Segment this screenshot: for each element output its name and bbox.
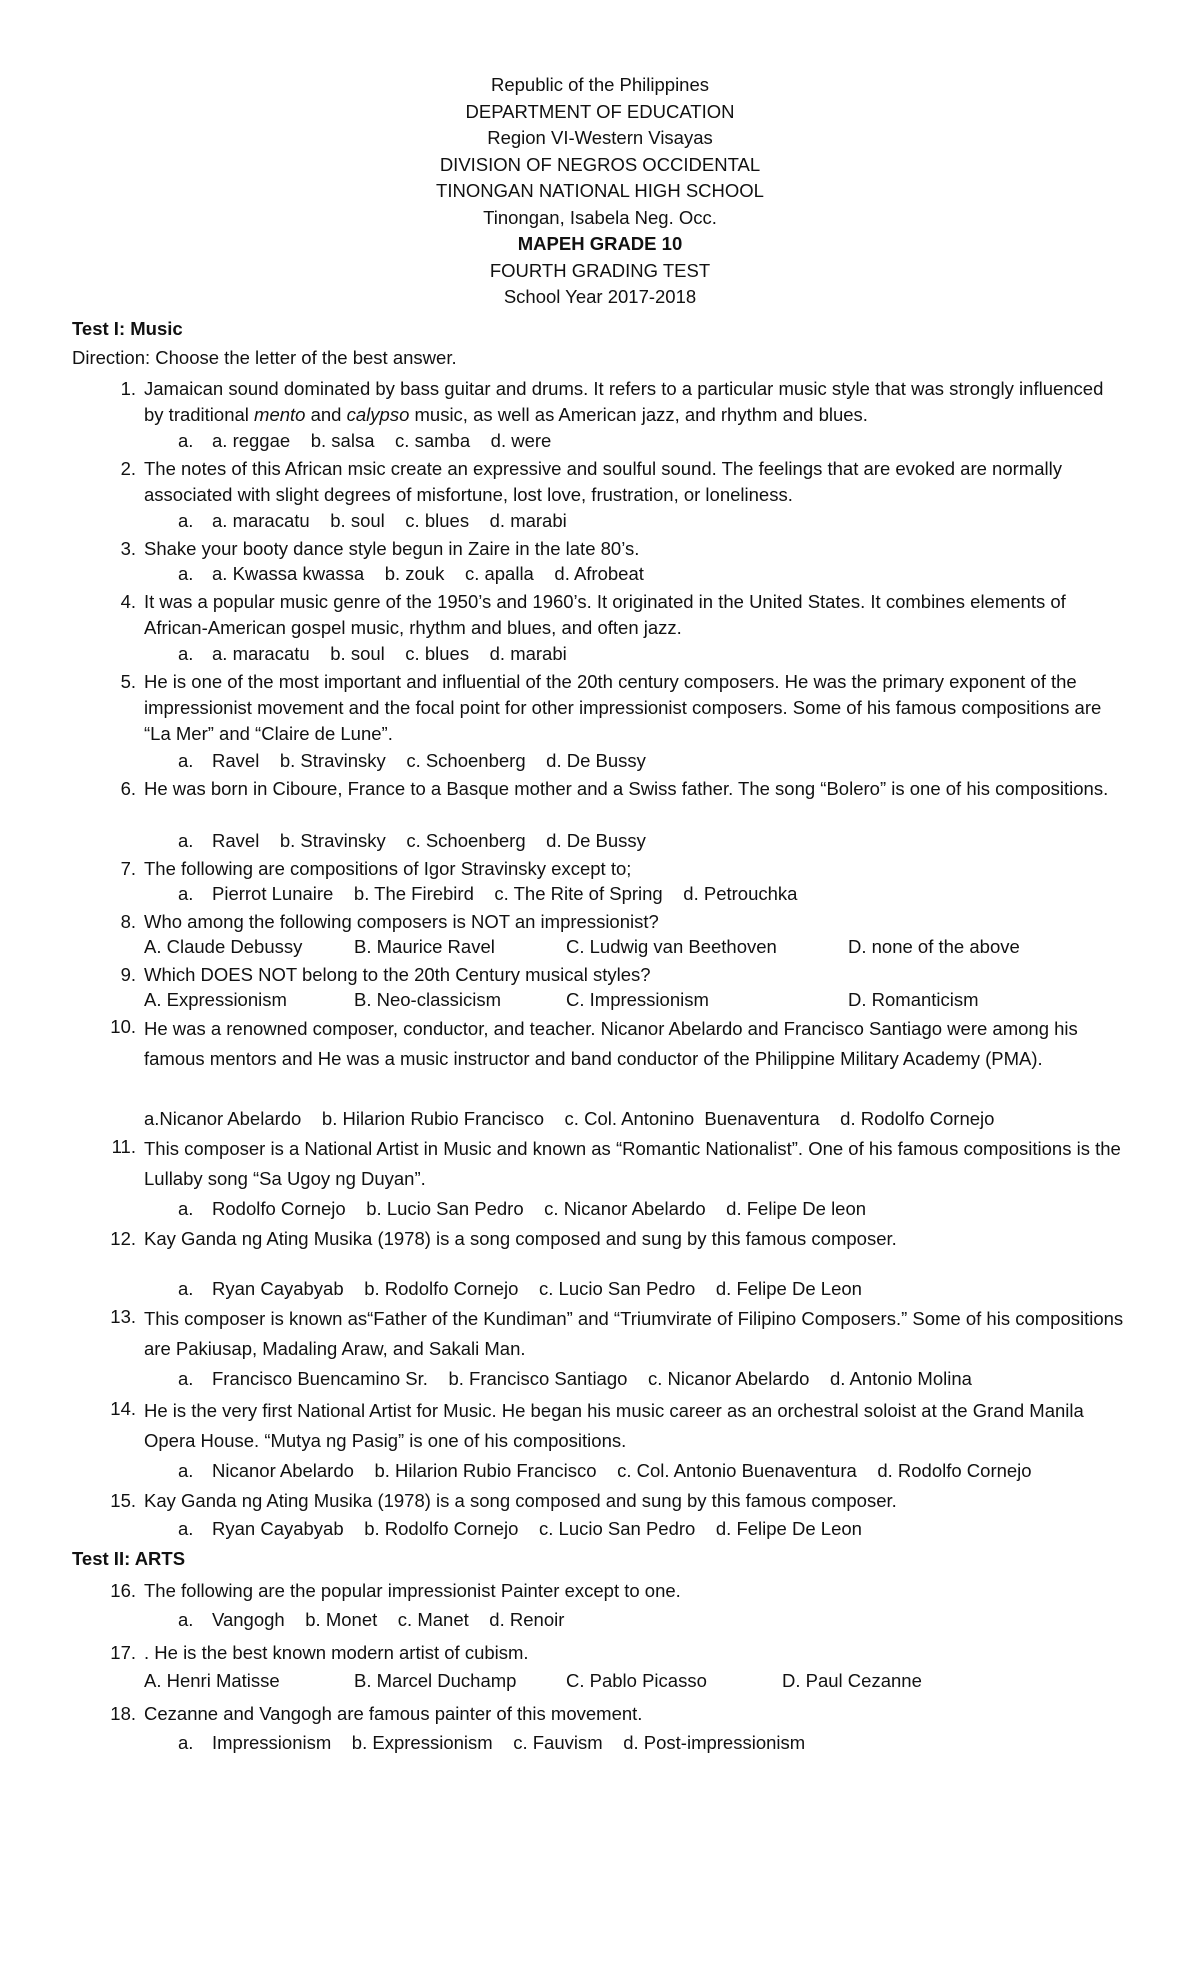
- option-letter: a.: [178, 1732, 194, 1753]
- option-d: D. Paul Cezanne: [782, 1670, 922, 1691]
- question-text: The following are the popular impressionist Painter except to one.: [144, 1580, 681, 1601]
- option-a: A. Claude Debussy: [144, 936, 303, 957]
- option-d: D. Romanticism: [848, 989, 979, 1010]
- option-letter: a.: [178, 1198, 194, 1219]
- question-7-options: [178, 883, 797, 905]
- question-number: 5.: [120, 671, 136, 692]
- question-number: 13.: [110, 1306, 136, 1327]
- option-b: B. Maurice Ravel: [354, 936, 495, 957]
- question-text: Kay Ganda ng Ating Musika (1978) is a song composed and sung by this famous composer.: [144, 1228, 897, 1249]
- option-list: a. maracatu b. soul c. blues d. marabi: [212, 643, 567, 664]
- header-test-name: FOURTH GRADING TEST: [489, 259, 711, 281]
- option-letter: a.: [178, 750, 194, 771]
- option-list: a.Nicanor Abelardo b. Hilarion Rubio Francisco c. Col. Antonino Buenaventura d. Rodolfo Cornejo: [144, 1108, 995, 1129]
- option-list: Pierrot Lunaire b. The Firebird c. The Rite of Spring d. Petrouchka: [212, 883, 798, 904]
- question-number: 15.: [110, 1490, 136, 1511]
- header-subject: MAPEH GRADE 10: [517, 233, 683, 254]
- question-14-options: [178, 1460, 1032, 1482]
- header-region: Region VI-Western Visayas: [487, 127, 713, 148]
- question-number: 14.: [110, 1398, 136, 1419]
- question-number: 6.: [120, 778, 136, 799]
- option-list: Ryan Cayabyab b. Rodolfo Cornejo c. Lucio San Pedro d. Felipe De Leon: [212, 1278, 862, 1299]
- question-text-italic: mento: [254, 404, 306, 425]
- option-list: Ravel b. Stravinsky c. Schoenberg d. De Bussy: [212, 750, 646, 771]
- question-text: Kay Ganda ng Ating Musika (1978) is a song composed and sung by this famous composer.: [144, 1490, 897, 1511]
- question-text-italic: calypso: [346, 404, 410, 425]
- option-list: Nicanor Abelardo b. Hilarion Rubio Francisco c. Col. Antonio Buenaventura d. Rodolfo Cornejo: [212, 1460, 1032, 1481]
- option-list: Rodolfo Cornejo b. Lucio San Pedro c. Nicanor Abelardo d. Felipe De leon: [212, 1198, 867, 1219]
- option-a: A. Expressionism: [144, 989, 287, 1010]
- option-letter: a.: [178, 883, 194, 904]
- question-number: 4.: [120, 591, 136, 612]
- question-number: 10.: [110, 1016, 136, 1037]
- question-text: He was born in Ciboure, France to a Basque mother and a Swiss father. The song “Bolero” is one of his compositions.: [144, 778, 1109, 799]
- question-text: The following are compositions of Igor Stravinsky except to;: [144, 858, 632, 879]
- option-letter: a.: [178, 830, 194, 851]
- question-text: . He is the best known modern artist of cubism.: [144, 1642, 529, 1663]
- question-6-options: [178, 830, 646, 852]
- question-text: Which DOES NOT belong to the 20th Century musical styles?: [144, 964, 651, 985]
- option-c: C. Pablo Picasso: [566, 1670, 707, 1691]
- question-15-options: [178, 1518, 862, 1540]
- question-text: The notes of this African msic create an expressive and soulful sound. The feelings that are evoked are normally associated with slight degrees of misfortune, lost love, frustration, or loneliness.: [144, 458, 1062, 505]
- option-list: a. maracatu b. soul c. blues d. marabi: [212, 510, 567, 531]
- question-11-options: [178, 1198, 866, 1220]
- option-letter: a.: [178, 430, 194, 451]
- question-18-options: [178, 1732, 805, 1754]
- option-list: Ryan Cayabyab b. Rodolfo Cornejo c. Lucio San Pedro d. Felipe De Leon: [212, 1518, 862, 1539]
- question-4-options: [178, 643, 567, 665]
- question-number: 16.: [110, 1580, 136, 1601]
- question-number: 18.: [110, 1703, 136, 1724]
- option-list: Francisco Buencamino Sr. b. Francisco Santiago c. Nicanor Abelardo d. Antonio Molina: [212, 1368, 972, 1389]
- question-number: 2.: [120, 458, 136, 479]
- question-2-options: [178, 510, 567, 532]
- option-letter: a.: [178, 510, 194, 531]
- question-text: He is the very first National Artist for Music. He began his music career as an orchestral soloist at the Grand Manila Opera House. “Mutya ng Pasig” is one of his compositions.: [144, 1400, 1084, 1451]
- question-text: [144, 376, 1124, 428]
- question-number: 1.: [120, 378, 136, 399]
- question-10-options: [144, 1108, 994, 1130]
- header-school-year: School Year 2017-2018: [503, 286, 697, 307]
- question-number: 7.: [120, 858, 136, 879]
- question-number: 11.: [111, 1136, 136, 1157]
- option-letter: a.: [178, 643, 194, 664]
- question-13-options: [178, 1368, 972, 1390]
- test1-title: Test I: Music: [72, 318, 183, 339]
- question-number: 3.: [120, 538, 136, 559]
- question-12-options: [178, 1278, 862, 1300]
- option-a: A. Henri Matisse: [144, 1670, 280, 1691]
- question-text-part: and: [305, 404, 347, 425]
- question-number: 9.: [120, 964, 136, 985]
- option-list: Vangogh b. Monet c. Manet d. Renoir: [212, 1609, 565, 1630]
- question-text: Shake your booty dance style begun in Zaire in the late 80’s.: [144, 538, 640, 559]
- question-16-options: [178, 1609, 564, 1631]
- question-text: Cezanne and Vangogh are famous painter of this movement.: [144, 1703, 643, 1724]
- header-republic: Republic of the Philippines: [490, 74, 710, 95]
- header-department: DEPARTMENT OF EDUCATION: [465, 100, 735, 122]
- question-number: 8.: [120, 911, 136, 932]
- option-b: B. Neo-classicism: [354, 989, 501, 1010]
- document-header: [0, 72, 1200, 311]
- option-letter: a.: [178, 563, 194, 584]
- header-school: TINONGAN NATIONAL HIGH SCHOOL: [436, 180, 764, 201]
- option-letter: a.: [178, 1609, 194, 1630]
- question-5-options: [178, 750, 646, 772]
- option-list: Impressionism b. Expressionism c. Fauvism d. Post-impressionism: [212, 1732, 806, 1753]
- question-number: 17.: [110, 1642, 136, 1663]
- option-list: a. reggae b. salsa c. samba d. were: [212, 430, 552, 451]
- question-1-options: [178, 430, 551, 452]
- option-letter: a.: [178, 1460, 194, 1481]
- option-c: C. Impressionism: [566, 989, 709, 1010]
- question-3-options: [178, 563, 644, 585]
- question-text-part: Jamaican sound dominated by bass guitar and drums. It refers to a particular music style that was strongly influenced by traditional: [144, 378, 1104, 425]
- question-text: This composer is known as“Father of the Kundiman” and “Triumvirate of Filipino Composers.” Some of his compositions are Pakiusap, Madaling Araw, and Sakali Man.: [144, 1308, 1124, 1359]
- question-number: 12.: [110, 1228, 136, 1249]
- question-text-part: music, as well as American jazz, and rhythm and blues.: [409, 404, 868, 425]
- option-letter: a.: [178, 1518, 194, 1539]
- test1-direction: Direction: Choose the letter of the best answer.: [72, 347, 457, 368]
- option-list: Ravel b. Stravinsky c. Schoenberg d. De Bussy: [212, 830, 646, 851]
- option-b: B. Marcel Duchamp: [354, 1670, 517, 1691]
- header-division: DIVISION OF NEGROS OCCIDENTAL: [439, 153, 761, 175]
- question-text: This composer is a National Artist in Music and known as “Romantic Nationalist”. One of his famous compositions is the Lullaby song “Sa Ugoy ng Duyan”.: [144, 1138, 1121, 1189]
- test2-title: Test II: ARTS: [72, 1548, 186, 1569]
- question-text: He was a renowned composer, conductor, and teacher. Nicanor Abelardo and Francisco Santiago were among his famous mentors and He was a music instructor and band conductor of the Philippine Military Academy (PMA).: [144, 1018, 1078, 1069]
- option-letter: a.: [178, 1368, 194, 1389]
- question-text: Who among the following composers is NOT an impressionist?: [144, 911, 659, 932]
- question-text: It was a popular music genre of the 1950’s and 1960’s. It originated in the United States. It combines elements of African-American gospel music, rhythm and blues, and often jazz.: [144, 591, 1066, 638]
- question-text: He is one of the most important and influential of the 20th century composers. He was the primary exponent of the impressionist movement and the focal point for other impressionist composers. Some of his famous compositions are “La Mer” and “Claire de Lune”.: [144, 671, 1102, 744]
- option-list: a. Kwassa kwassa b. zouk c. apalla d. Afrobeat: [212, 563, 644, 584]
- option-d: D. none of the above: [848, 936, 1020, 957]
- option-c: C. Ludwig van Beethoven: [566, 936, 777, 957]
- header-address: Tinongan, Isabela Neg. Occ.: [483, 206, 717, 228]
- option-letter: a.: [178, 1278, 194, 1299]
